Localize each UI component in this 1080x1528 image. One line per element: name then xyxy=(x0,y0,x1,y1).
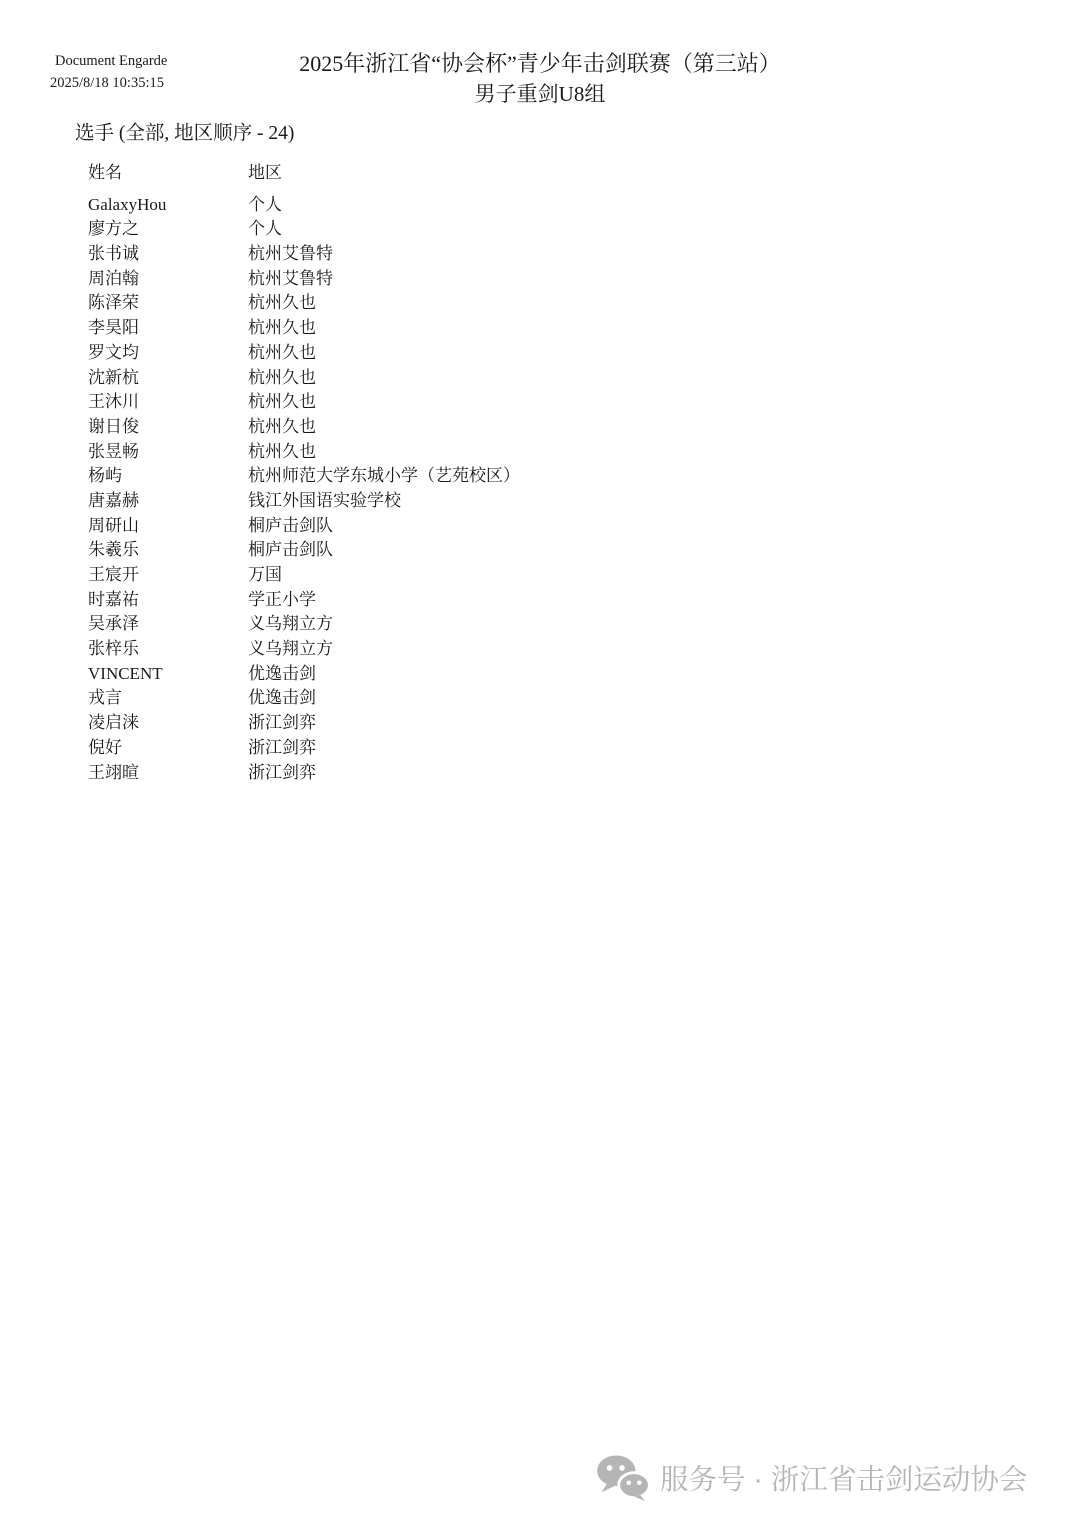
watermark xyxy=(596,1454,1027,1501)
document-timestamp: 2025/8/18 10:35:15 xyxy=(50,75,164,91)
player-region: 优逸击剑 xyxy=(248,688,316,708)
player-region: 义乌翔立方 xyxy=(248,639,333,659)
player-region: 义乌翔立方 xyxy=(248,614,333,634)
player-region: 杭州久也 xyxy=(248,293,316,313)
player-region: 钱江外国语实验学校 xyxy=(248,490,401,510)
player-region: 杭州艾鲁特 xyxy=(248,244,333,264)
table-row xyxy=(88,267,520,292)
player-name: 李昊阳 xyxy=(88,318,139,338)
table-row xyxy=(88,242,520,267)
table-row xyxy=(88,686,520,711)
table-row xyxy=(88,193,520,218)
player-region: 个人 xyxy=(248,219,282,239)
player-name: 唐嘉赫 xyxy=(88,490,139,510)
player-name: 王沐川 xyxy=(88,392,139,412)
player-name: 周泊翰 xyxy=(88,268,139,288)
document-subtitle: 男子重剑U8组 xyxy=(474,82,606,106)
table-row xyxy=(88,217,520,242)
table-row xyxy=(88,761,520,786)
table-row xyxy=(88,514,520,539)
player-region: 杭州久也 xyxy=(248,342,316,362)
player-name: 张书诚 xyxy=(88,244,139,264)
column-header-name: 姓名 xyxy=(88,163,122,182)
player-region: 浙江剑弈 xyxy=(248,762,316,782)
player-name: 朱羲乐 xyxy=(88,540,139,560)
player-region: 杭州久也 xyxy=(248,318,316,338)
player-name: 廖方之 xyxy=(88,219,139,239)
table-row xyxy=(88,563,520,588)
document-title: 2025年浙江省“协会杯”青少年击剑联赛（第三站） xyxy=(299,51,781,76)
player-region: 桐庐击剑队 xyxy=(248,540,333,560)
section-heading: 选手 (全部, 地区顺序 - 24) xyxy=(75,123,295,144)
players-table-rows xyxy=(88,193,520,786)
table-row xyxy=(88,415,520,440)
player-name: 沈新杭 xyxy=(88,367,139,387)
player-name: 杨屿 xyxy=(88,466,122,486)
player-region: 杭州艾鲁特 xyxy=(248,268,333,288)
player-name: 倪好 xyxy=(88,737,122,757)
table-row xyxy=(88,711,520,736)
players-table xyxy=(88,161,520,785)
player-region: 桐庐击剑队 xyxy=(248,515,333,535)
player-region: 个人 xyxy=(248,194,282,214)
table-row xyxy=(88,662,520,687)
player-region: 杭州师范大学东城小学（艺苑校区） xyxy=(248,466,520,486)
table-row xyxy=(88,489,520,514)
player-name: 张昱畅 xyxy=(88,441,139,461)
player-name: 王宸开 xyxy=(88,565,139,585)
table-row xyxy=(88,366,520,391)
player-name: 谢日俊 xyxy=(88,416,139,436)
player-name: 罗文均 xyxy=(88,342,139,362)
player-region: 万国 xyxy=(248,565,282,585)
watermark-text: 服务号 · 浙江省击剑运动协会 xyxy=(660,1464,1028,1496)
player-name: VINCENT xyxy=(88,663,163,683)
column-header-region: 地区 xyxy=(248,163,282,182)
generator-label: Document Engarde xyxy=(55,53,168,69)
table-row xyxy=(88,538,520,563)
title-block xyxy=(0,50,1080,108)
table-row xyxy=(88,736,520,761)
table-row xyxy=(88,316,520,341)
table-row xyxy=(88,612,520,637)
table-row xyxy=(88,390,520,415)
table-row xyxy=(88,341,520,366)
player-region: 杭州久也 xyxy=(248,392,316,412)
player-name: 时嘉祐 xyxy=(88,589,139,609)
table-row xyxy=(88,291,520,316)
player-region: 浙江剑弈 xyxy=(248,713,316,733)
table-header-row xyxy=(88,161,520,186)
player-name: 凌启涞 xyxy=(88,713,139,733)
wechat-icon xyxy=(596,1454,650,1501)
player-region: 学正小学 xyxy=(248,589,316,609)
player-region: 杭州久也 xyxy=(248,416,316,436)
player-region: 浙江剑弈 xyxy=(248,737,316,757)
player-region: 杭州久也 xyxy=(248,441,316,461)
player-name: GalaxyHou xyxy=(88,194,167,214)
player-name: 陈泽荣 xyxy=(88,293,139,313)
player-region: 优逸击剑 xyxy=(248,663,316,683)
table-row xyxy=(88,588,520,613)
player-name: 王翊暄 xyxy=(88,762,139,782)
table-row xyxy=(88,440,520,465)
player-name: 戎言 xyxy=(88,688,122,708)
table-row xyxy=(88,637,520,662)
player-name: 周研山 xyxy=(88,515,139,535)
player-region: 杭州久也 xyxy=(248,367,316,387)
player-name: 张梓乐 xyxy=(88,639,139,659)
player-name: 吴承泽 xyxy=(88,614,139,634)
table-row xyxy=(88,464,520,489)
